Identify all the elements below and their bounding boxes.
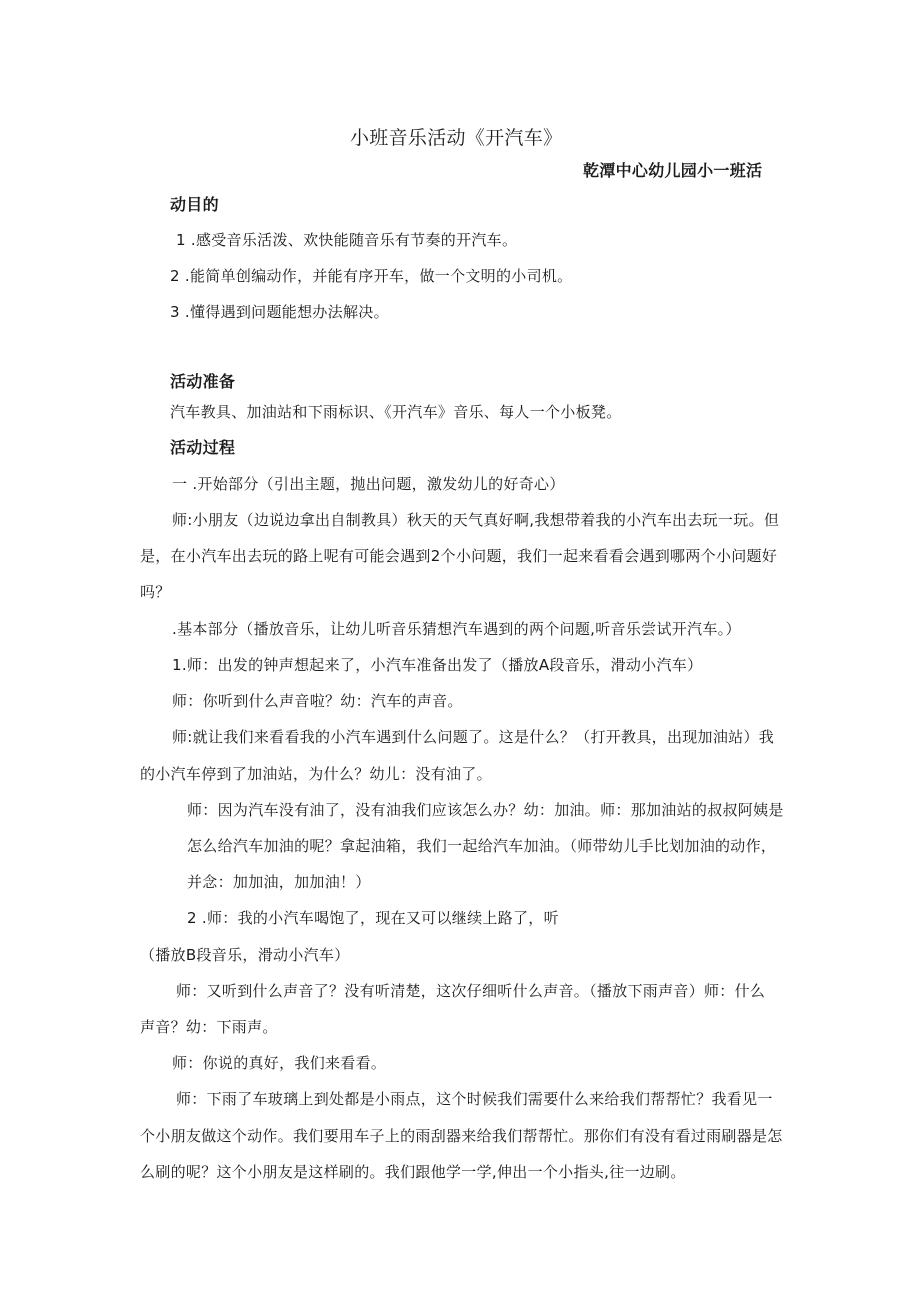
paragraph-line: 么刷的呢？这个小朋友是这样刷的。我们跟他学一学,伸出一个小指头,往一边刷。 [140,1163,686,1181]
document-title: 小班音乐活动《开汽车》 [350,127,563,149]
paragraph-line: 是，在小汽车出去玩的路上呢有可能会遇到2个小问题，我们一起来看看会遇到哪两个小问题好 [140,547,778,565]
paragraph-line: .基本部分（播放音乐，让幼儿听音乐猜想汽车遇到的两个问题,听音乐尝试开汽车。） [172,620,741,638]
paragraph-line: （播放B段音乐，滑动小汽车） [140,946,350,964]
paragraph-line: 师:就让我们来看看我的小汽车遇到什么问题了。这是什么？（打开教具，出现加油站）我 [172,728,775,746]
school-name: 乾潭中心幼儿园小一班活 [583,161,763,180]
prep-text: 汽车教具、加油站和下雨标识、《开汽车》音乐、每人一个小板凳。 [170,403,622,421]
goal-item: 2 .能简单创编动作，并能有序开车，做一个文明的小司机。 [170,267,573,285]
process-heading: 活动过程 [170,438,236,457]
paragraph-line: 个小朋友做这个动作。我们要用车子上的雨刮器来给我们帮帮忙。那你们有没有看过雨刷器是怎 [140,1127,783,1145]
paragraph-line: 声音？幼：下雨声。 [140,1018,278,1036]
paragraph-line: 并念：加加油，加加油！） [187,873,371,891]
paragraph-line: 师：你说的真好，我们来看看。 [172,1054,387,1072]
paragraph-line: 2 .师：我的小汽车喝饱了，现在又可以继续上路了，听 [187,909,559,927]
goal-item: 1 .感受音乐活泼、欢快能随音乐有节奏的开汽车。 [176,231,518,249]
paragraph-line: 一 .开始部分（引出主题，抛出问题，激发幼儿的好奇心） [172,475,565,493]
paragraph-line: 1.师：出发的钟声想起来了，小汽车准备出发了（播放A段音乐，滑动小汽车） [172,656,703,674]
paragraph-line: 的小汽车停到了加油站，为什么？幼儿：没有油了。 [140,765,492,783]
prep-heading: 活动准备 [170,372,236,391]
goals-heading: 动目的 [170,195,219,214]
paragraph-line: 师：下雨了车玻璃上到处都是小雨点，这个时候我们需要什么来给我们帮帮忙？我看见一 [176,1090,773,1108]
paragraph-line: 吗？ [140,583,171,601]
goal-item: 3 .懂得遇到问题能想办法解决。 [170,303,389,321]
paragraph-line: 师:小朋友（边说边拿出自制教具）秋天的天气真好啊,我想带着我的小汽车出去玩一玩。但 [172,511,780,529]
paragraph-line: 师：又听到什么声音了？没有听清楚，这次仔细听什么声音。（播放下雨声音）师：什么 [176,982,766,1000]
paragraph-line: 师：你听到什么声音啦？幼：汽车的声音。 [172,692,463,710]
paragraph-line: 怎么给汽车加油的呢？拿起油箱，我们一起给汽车加油。（师带幼儿手比划加油的动作， [187,837,777,855]
paragraph-line: 师：因为汽车没有油了，没有油我们应该怎么办？幼：加油。师：那加油站的叔叔阿姨是 [187,801,784,819]
